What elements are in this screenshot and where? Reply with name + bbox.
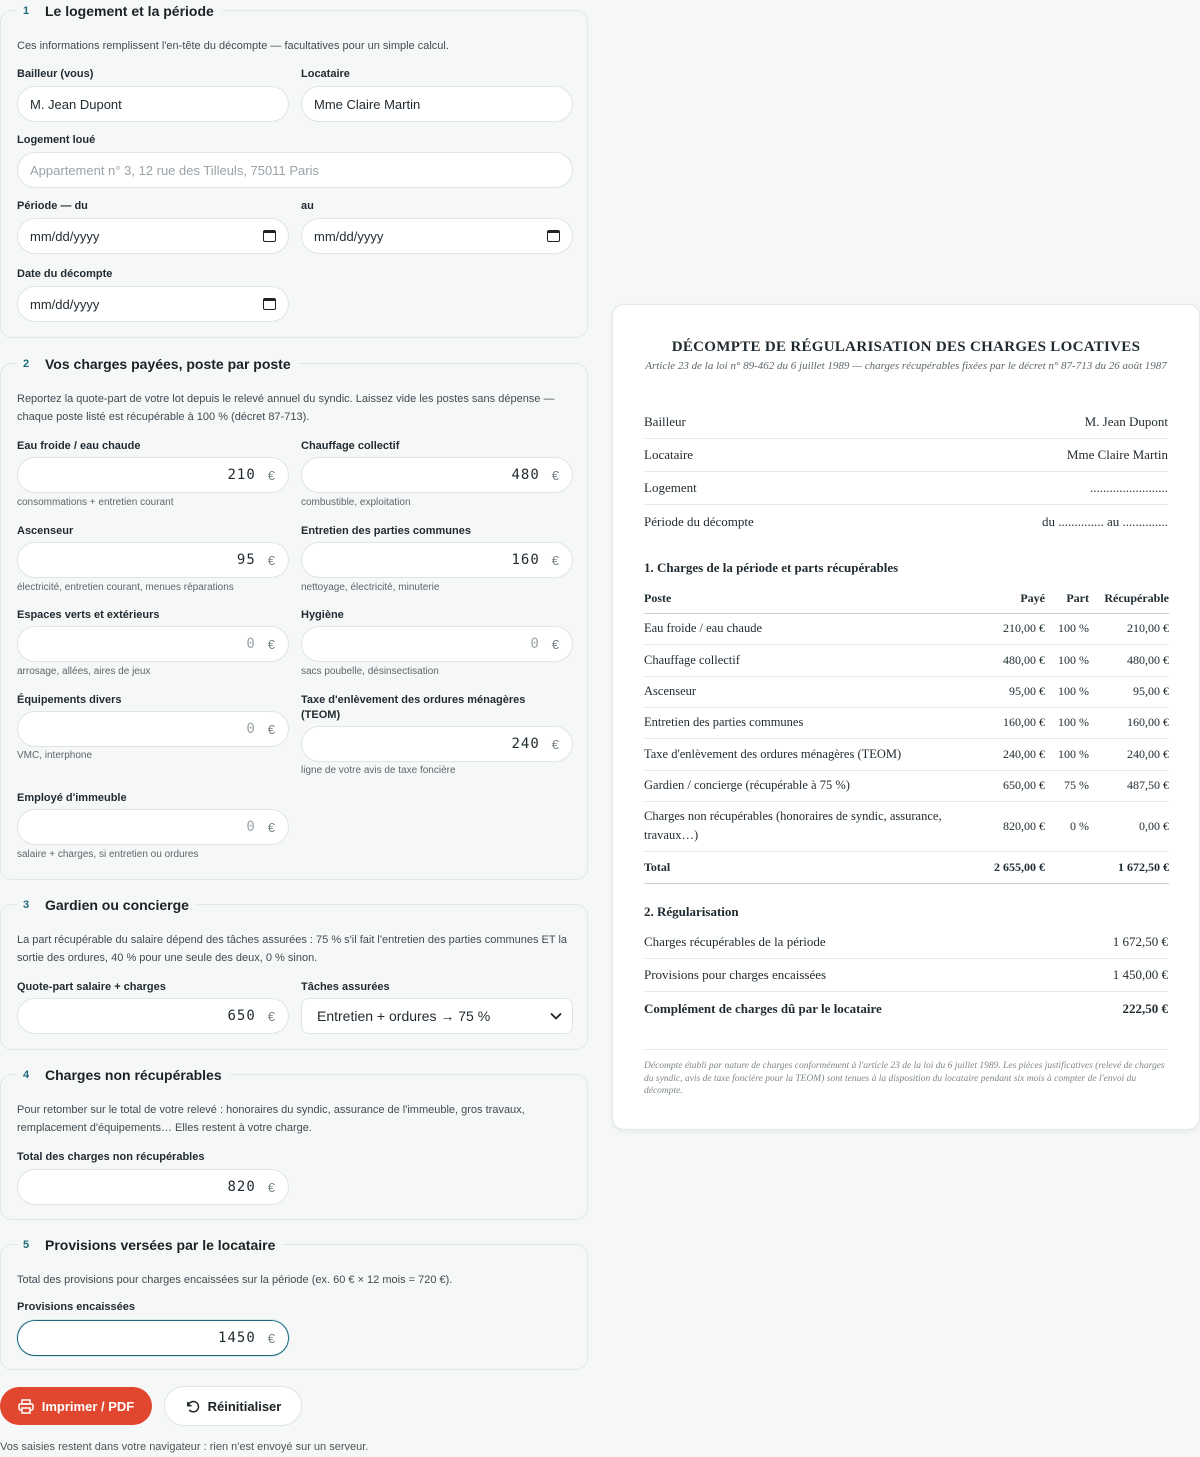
euro-suffix: €	[267, 819, 276, 835]
chauffage-label: Chauffage collectif	[301, 440, 400, 452]
print-button[interactable]	[0, 1387, 152, 1425]
teom-input[interactable]	[301, 726, 573, 762]
taches-label: Tâches assurées	[301, 981, 390, 993]
eau-value: 210	[227, 467, 256, 483]
employe-input[interactable]	[17, 809, 289, 845]
ascenseur-label: Ascenseur	[17, 525, 74, 537]
entretien-label: Entretien des parties communes	[301, 525, 471, 537]
hygiene-input[interactable]	[301, 626, 573, 662]
chauffage-hint: combustible, exploitation	[301, 497, 411, 508]
cell-part: 100 %	[1045, 644, 1089, 676]
section-title: Gardien ou concierge	[45, 897, 189, 913]
espaces-value: 0	[246, 636, 256, 652]
cell-poste: Entretien des parties communes	[644, 707, 961, 738]
eau-input[interactable]	[17, 457, 289, 493]
provisions-value: 1450	[218, 1330, 256, 1346]
salaire-label: Quote-part salaire + charges	[17, 981, 166, 993]
cell-recup: 240,00 €	[1089, 738, 1169, 770]
cell-paye: 210,00 €	[961, 613, 1045, 644]
employe-value: 0	[246, 819, 256, 835]
cell-paye: 480,00 €	[961, 644, 1045, 676]
total-recup: 1 672,50 €	[1089, 851, 1169, 883]
total-part	[1045, 851, 1089, 883]
section-intro: Ces informations remplissent l'en-tête du décompte — facultatives pour un simple calcul.	[17, 40, 449, 52]
cell-paye: 95,00 €	[961, 676, 1045, 707]
teom-label: Taxe d'enlèvement des ordures ménagères (TEOM)	[301, 694, 526, 721]
euro-suffix: €	[267, 467, 276, 483]
section-title: Charges non récupérables	[45, 1067, 222, 1083]
section-number: 4	[23, 1069, 30, 1081]
cell-recup: 210,00 €	[1089, 613, 1169, 644]
cell-part: 100 %	[1045, 707, 1089, 738]
section-intro: Reportez la quote-part de votre lot depuis le relevé annuel du syndic. Laissez vide les postes sans dépense — chaque poste listé est récupérable à 100 % (décret 87-713).	[17, 393, 555, 423]
section-number: 2	[23, 358, 30, 370]
cell-poste: Eau froide / eau chaude	[644, 613, 961, 644]
decompte-preview	[612, 304, 1200, 1130]
identity-row	[644, 439, 1168, 472]
privacy-note: Vos saisies restent dans votre navigateur : rien n'est envoyé sur un serveur.	[0, 1441, 369, 1453]
section-number: 3	[23, 899, 30, 911]
locataire-label: Locataire	[301, 68, 350, 80]
euro-suffix: €	[267, 721, 276, 737]
identity-label: Locataire	[644, 447, 694, 462]
date-decompte-label: Date du décompte	[17, 268, 113, 280]
provisions-input[interactable]	[17, 1320, 289, 1356]
section-legend	[17, 354, 299, 374]
cell-paye: 160,00 €	[961, 707, 1045, 738]
regul-label: Provisions pour charges encaissées	[644, 967, 827, 982]
bailleur-input[interactable]	[17, 86, 289, 122]
chauffage-value: 480	[511, 467, 540, 483]
table-row	[644, 738, 1169, 770]
cell-recup: 0,00 €	[1089, 801, 1169, 851]
logement-label: Logement loué	[17, 134, 96, 146]
section-logement	[0, 3, 588, 338]
identity-row	[644, 472, 1168, 505]
section-number: 5	[23, 1239, 30, 1251]
teom-hint: ligne de votre avis de taxe foncière	[301, 765, 456, 776]
table-row	[644, 613, 1169, 644]
col-part: Part	[1045, 585, 1089, 613]
non-recup-value: 820	[227, 1179, 256, 1195]
periode-au-input[interactable]	[301, 218, 573, 254]
salaire-value: 650	[227, 1008, 256, 1024]
cell-recup: 95,00 €	[1089, 676, 1169, 707]
espaces-label: Espaces verts et extérieurs	[17, 609, 160, 621]
cell-paye: 650,00 €	[961, 770, 1045, 801]
cell-recup: 487,50 €	[1089, 770, 1169, 801]
bailleur-value: M. Jean Dupont	[30, 96, 122, 112]
table-row	[644, 644, 1169, 676]
ascenseur-hint: électricité, entretien courant, menues réparations	[17, 582, 234, 593]
chevron-down-icon	[550, 1012, 562, 1020]
entretien-hint: nettoyage, électricité, minuterie	[301, 582, 440, 593]
document-footer: Décompte établi par nature de charges conformément à l'article 23 de la loi du 6 juillet 1989. Les pièces justificatives (relevé de charges du syndic, avis de taxe foncière pour la TEOM) sont tenues à la disposition du locataire pendant six mois à compter de l'envoi du décompte.	[644, 1049, 1168, 1098]
regul-value: 1 672,50 €	[1112, 934, 1168, 949]
non-recup-input[interactable]	[17, 1169, 289, 1205]
employe-label: Employé d'immeuble	[17, 792, 127, 804]
regul-row	[644, 926, 1168, 959]
euro-suffix: €	[551, 552, 560, 568]
cell-poste: Ascenseur	[644, 676, 961, 707]
cell-part: 100 %	[1045, 676, 1089, 707]
calendar-icon[interactable]	[263, 230, 276, 242]
table-row	[644, 801, 1169, 851]
hygiene-label: Hygiène	[301, 609, 344, 621]
cell-part: 100 %	[1045, 738, 1089, 770]
cell-poste: Taxe d'enlèvement des ordures ménagères (TEOM)	[644, 738, 961, 770]
euro-suffix: €	[551, 467, 560, 483]
periode-du-input[interactable]	[17, 218, 289, 254]
hygiene-hint: sacs poubelle, désinsectisation	[301, 666, 439, 677]
identity-value: ........................	[1090, 480, 1168, 495]
table-header-row	[644, 585, 1169, 613]
identity-value: Mme Claire Martin	[1066, 447, 1168, 462]
equip-hint: VMC, interphone	[17, 750, 93, 761]
euro-suffix: €	[551, 736, 560, 752]
logement-placeholder: Appartement n° 3, 12 rue des Tilleuls, 75011 Paris	[30, 162, 319, 178]
eau-hint: consommations + entretien courant	[17, 497, 174, 508]
document-subtitle: Article 23 de la loi n° 89-462 du 6 juillet 1989 — charges récupérables fixées par le décret n° 87-713 du 26 août 1987	[645, 360, 1167, 372]
regul-label: Charges récupérables de la période	[644, 934, 826, 949]
euro-suffix: €	[267, 1330, 276, 1346]
regul-heading: 2. Régularisation	[644, 904, 739, 919]
cell-recup: 480,00 €	[1089, 644, 1169, 676]
document-title: DÉCOMPTE DE RÉGULARISATION DES CHARGES LOCATIVES	[671, 339, 1141, 355]
taches-select[interactable]	[301, 998, 573, 1034]
eau-label: Eau froide / eau chaude	[17, 440, 141, 452]
calendar-icon[interactable]	[547, 230, 560, 242]
espaces-input[interactable]	[17, 626, 289, 662]
section-number: 1	[23, 5, 30, 17]
periode-du-label: Période — du	[17, 200, 88, 212]
section-intro: La part récupérable du salaire dépend des tâches assurées : 75 % s'il fait l'entretien des parties communes ET la sortie des ordures, 40 % pour une seule des deux, 0 % sinon.	[17, 934, 568, 964]
bailleur-label: Bailleur (vous)	[17, 68, 94, 80]
cell-paye: 820,00 €	[961, 801, 1045, 851]
section-charges	[0, 356, 588, 880]
euro-suffix: €	[551, 636, 560, 652]
section-non-recuperables	[0, 1067, 588, 1220]
euro-suffix: €	[267, 1179, 276, 1195]
regul-value: 222,50 €	[1122, 1000, 1168, 1016]
identity-value: M. Jean Dupont	[1084, 414, 1168, 429]
date-placeholder: mm/dd/yyyy	[30, 228, 100, 244]
identity-label: Logement	[644, 480, 697, 495]
col-poste: Poste	[644, 585, 961, 613]
section-intro: Total des provisions pour charges encaissées sur la période (ex. 60 € × 12 mois = 720 €).	[17, 1274, 453, 1286]
print-button-label: Imprimer / PDF	[41, 1398, 135, 1414]
date-placeholder: mm/dd/yyyy	[30, 296, 100, 312]
table-row	[644, 707, 1169, 738]
cell-part: 75 %	[1045, 770, 1089, 801]
equip-input[interactable]	[17, 711, 289, 747]
table-row	[644, 770, 1169, 801]
section-intro: Pour retomber sur le total de votre relevé : honoraires du syndic, assurance de l'immeuble, gros travaux, remplacement d'équipements… Elles restent à votre charge.	[17, 1104, 525, 1134]
charges-heading: 1. Charges de la période et parts récupérables	[644, 560, 899, 575]
cell-paye: 240,00 €	[961, 738, 1045, 770]
section-gardien	[0, 897, 588, 1050]
printer-icon	[18, 1399, 34, 1414]
euro-suffix: €	[267, 1008, 276, 1024]
section-title: Provisions versées par le locataire	[45, 1237, 276, 1253]
reset-icon	[185, 1399, 200, 1414]
euro-suffix: €	[267, 552, 276, 568]
equip-label: Équipements divers	[17, 694, 122, 706]
identity-row	[644, 406, 1168, 439]
taches-value: Entretien + ordures → 75 %	[317, 1008, 491, 1024]
teom-value: 240	[511, 736, 540, 752]
chauffage-input[interactable]	[301, 457, 573, 493]
col-recup: Récupérable	[1089, 585, 1169, 613]
employe-hint: salaire + charges, si entretien ou ordures	[17, 849, 199, 860]
col-paye: Payé	[961, 585, 1045, 613]
cell-poste: Gardien / concierge (récupérable à 75 %)	[644, 770, 961, 801]
total-paye: 2 655,00 €	[961, 851, 1045, 883]
section-legend	[17, 1065, 230, 1085]
regul-row	[644, 959, 1168, 992]
identity-value: du .............. au ..............	[1041, 513, 1168, 529]
periode-au-label: au	[301, 200, 314, 212]
cell-part: 100 %	[1045, 613, 1089, 644]
espaces-hint: arrosage, allées, aires de jeux	[17, 666, 151, 677]
date-decompte-input[interactable]	[17, 286, 289, 322]
locataire-value: Mme Claire Martin	[314, 96, 421, 112]
regul-value: 1 450,00 €	[1112, 967, 1168, 982]
regul-result-row	[644, 992, 1168, 1025]
reset-button-label: Réinitialiser	[207, 1398, 282, 1414]
ascenseur-value: 95	[236, 552, 256, 568]
section-legend	[17, 1235, 283, 1255]
total-label: Total	[644, 851, 961, 883]
identity-row	[644, 505, 1168, 538]
total-row	[644, 851, 1169, 883]
euro-suffix: €	[267, 636, 276, 652]
cell-poste: Charges non récupérables (honoraires de syndic, assurance, travaux…)	[644, 801, 961, 851]
section-legend	[17, 1, 222, 21]
hygiene-value: 0	[530, 636, 540, 652]
identity-label: Période du décompte	[644, 513, 754, 529]
equip-value: 0	[246, 721, 256, 737]
entretien-value: 160	[511, 552, 540, 568]
ascenseur-input[interactable]	[17, 542, 289, 578]
cell-recup: 160,00 €	[1089, 707, 1169, 738]
provisions-label: Provisions encaissées	[17, 1301, 136, 1313]
reset-button[interactable]	[164, 1386, 302, 1426]
section-provisions	[0, 1237, 588, 1370]
cell-poste: Chauffage collectif	[644, 644, 961, 676]
cell-part: 0 %	[1045, 801, 1089, 851]
identity-label: Bailleur	[644, 414, 686, 429]
calendar-icon[interactable]	[263, 298, 276, 310]
date-placeholder: mm/dd/yyyy	[314, 228, 384, 244]
section-title: Vos charges payées, poste par poste	[45, 356, 291, 372]
charges-table	[644, 585, 1169, 884]
section-title: Le logement et la période	[45, 3, 214, 19]
regul-label: Complément de charges dû par le locataire	[644, 1000, 882, 1016]
non-recup-label: Total des charges non récupérables	[17, 1151, 205, 1163]
table-row	[644, 676, 1169, 707]
locataire-input[interactable]	[301, 86, 573, 122]
section-legend	[17, 895, 197, 915]
salaire-input[interactable]	[17, 998, 289, 1034]
entretien-input[interactable]	[301, 542, 573, 578]
logement-input[interactable]	[17, 152, 573, 188]
